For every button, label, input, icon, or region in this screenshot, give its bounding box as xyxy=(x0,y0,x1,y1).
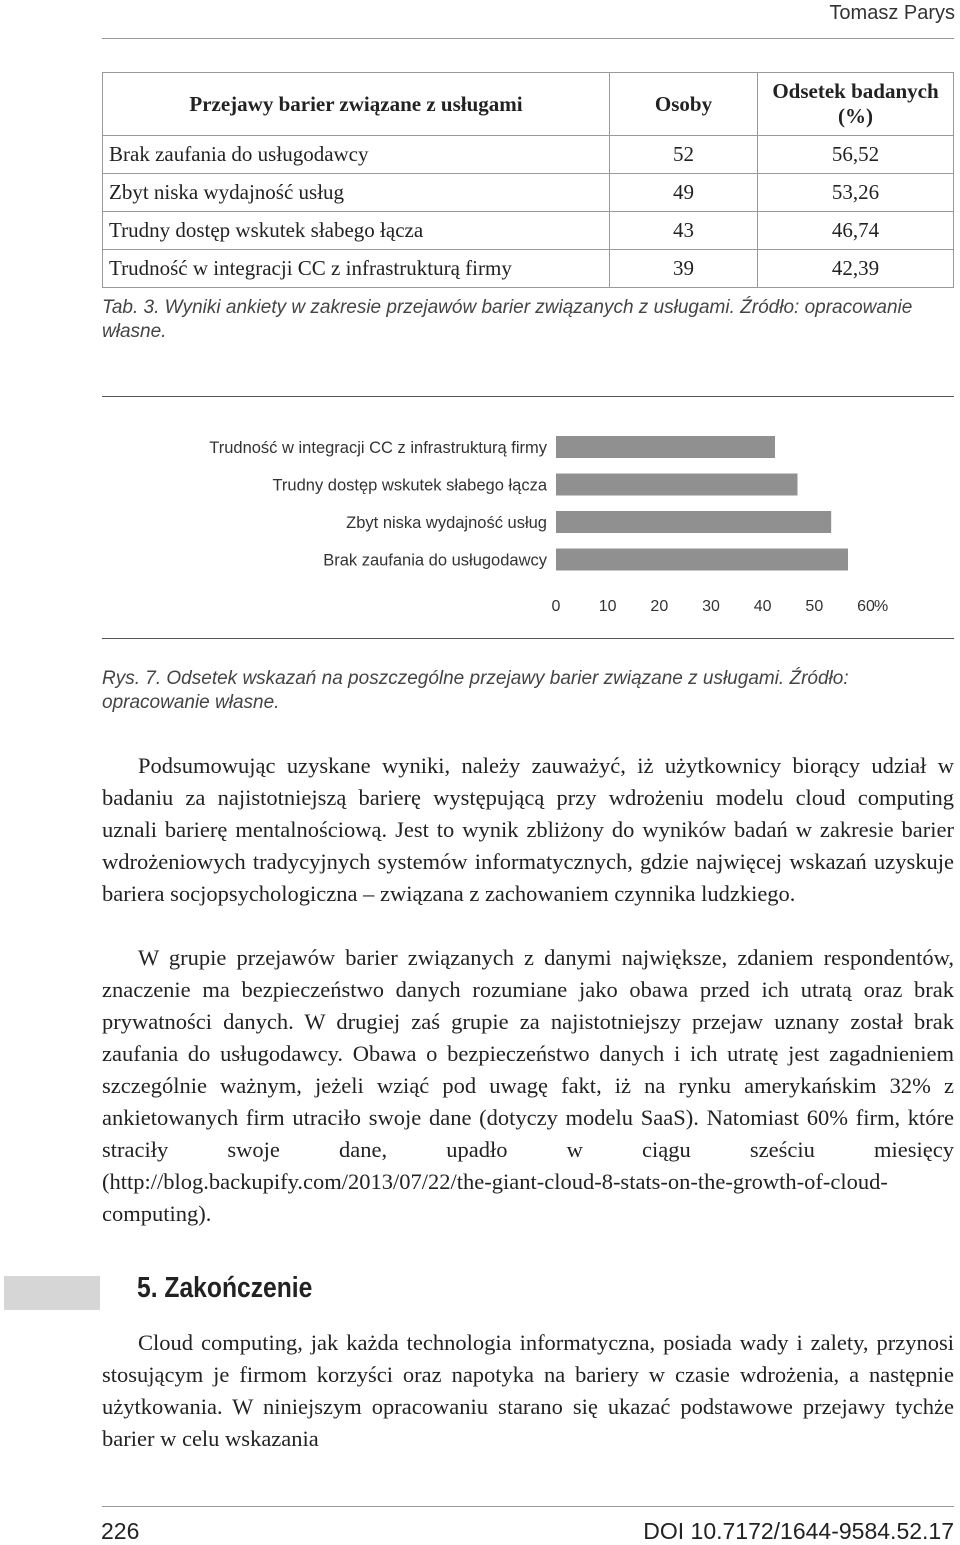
bar-chart xyxy=(0,400,960,640)
figure-top-rule xyxy=(102,396,954,397)
figure-caption: Rys. 7. Odsetek wskazań na poszczególne przejawy barier związane z usługami. Źródło: opracowanie własne. xyxy=(102,668,849,713)
paragraph: W grupie przejawów barier związanych z danymi największe, zdaniem respondentów, znaczenie ma bezpieczeństwo danych rozumiane jako obawa przed ich utratą oraz brak prywatności danych. W drugiej zaś grupie za najistotniejszy przejaw uznany został brak zaufania do usługodawcy. Obawa o bezpieczeństwo danych i ich utratę jest zagadnieniem szczególnie ważnym, jeżeli wziąć pod uwagę fakt, iż na rynku amerykańskim 32% z ankietowanych firm utraciło swoje dane (dotyczy modelu SaaS). Natomiast 60% firm, które straciły swoje dane, upadło w ciągu sześciu miesięcy (http://blog.backupify.com/2013/07/22/the-giant-cloud-8-stats-on-the-growth-of-cloud-computing). xyxy=(102,945,954,1226)
chart-bar xyxy=(556,549,848,571)
header-rule xyxy=(102,38,954,39)
table-row xyxy=(103,250,954,288)
chart-tick-label: 0 xyxy=(551,598,561,615)
chart-category-label: Trudność w integracji CC z infrastrukturą firmy xyxy=(209,439,547,457)
table-header-barrier: Przejawy barier związane z usługami xyxy=(103,73,610,136)
table-header-persons: Osoby xyxy=(610,73,758,136)
table-cell-persons: 49 xyxy=(610,174,758,212)
chart-category-label: Brak zaufania do usługodawcy xyxy=(323,551,547,570)
results-table xyxy=(102,72,954,288)
figure-bottom-rule xyxy=(102,638,954,639)
table-row xyxy=(103,212,954,250)
chart-tick-label: 10 xyxy=(598,598,617,615)
doi: DOI 10.7172/1644-9584.52.17 xyxy=(643,1518,954,1544)
table-cell-barrier: Zbyt niska wydajność usług xyxy=(103,174,610,212)
table-cell-percent: 56,52 xyxy=(758,136,954,174)
chart-axis-unit: % xyxy=(874,598,889,615)
table-header-percent: Odsetek badanych (%) xyxy=(758,73,954,136)
table-caption: Tab. 3. Wyniki ankiety w zakresie przejawów barier związanych z usługami. Źródło: opracowanie własne. xyxy=(102,297,913,342)
page-number: 226 xyxy=(101,1518,140,1544)
table-cell-percent: 53,26 xyxy=(758,174,954,212)
table-cell-barrier: Brak zaufania do usługodawcy xyxy=(103,136,610,174)
table-cell-percent: 42,39 xyxy=(758,250,954,288)
chart-tick-label: 40 xyxy=(753,598,772,615)
table-cell-persons: 43 xyxy=(610,212,758,250)
paragraph: Cloud computing, jak każda technologia informatyczna, posiada wady i zalety, przynosi stosującym je firmom korzyści oraz napotyka na bariery w czasie wdrożenia, a następnie użytkowania. W niniejszym opracowaniu starano się ukazać podstawowe przejawy tychże barier w celu wskazania xyxy=(102,1330,954,1451)
table-cell-persons: 52 xyxy=(610,136,758,174)
table-row xyxy=(103,174,954,212)
table-header-row xyxy=(103,73,954,136)
chart-category-label: Trudny dostęp wskutek słabego łącza xyxy=(272,476,547,495)
chart-bar xyxy=(556,436,775,458)
chart-bar xyxy=(556,511,831,533)
chart-tick-label: 20 xyxy=(650,598,669,615)
table-cell-barrier: Trudny dostęp wskutek słabego łącza xyxy=(103,212,610,250)
running-head: Tomasz Parys xyxy=(829,2,955,24)
chart-bar xyxy=(556,474,797,496)
table-cell-barrier: Trudność w integracji CC z infrastrukturą firmy xyxy=(103,250,610,288)
footer-rule xyxy=(102,1506,954,1507)
table-row xyxy=(103,136,954,174)
chart-tick-label: 50 xyxy=(805,598,824,615)
table-cell-percent: 46,74 xyxy=(758,212,954,250)
section-marker xyxy=(4,1276,100,1310)
table-cell-persons: 39 xyxy=(610,250,758,288)
chart-tick-label: 60 xyxy=(857,598,875,615)
chart-category-label: Zbyt niska wydajność usług xyxy=(346,514,547,532)
section-heading: 5. Zakończenie xyxy=(137,1272,313,1304)
chart-tick-label: 30 xyxy=(702,598,720,615)
paragraph: Podsumowując uzyskane wyniki, należy zauważyć, iż użytkownicy biorący udział w badaniu za najistotniejszą barierę występującą przy wdrożeniu modelu cloud computing uznali barierę mentalnościową. Jest to wynik zbliżony do wyników badań w zakresie barier wdrożeniowych tradycyjnych systemów informatycznych, gdzie najwięcej wskazań uzyskuje bariera socjopsychologiczna – związana z zachowaniem czynnika ludzkiego. xyxy=(102,753,954,906)
